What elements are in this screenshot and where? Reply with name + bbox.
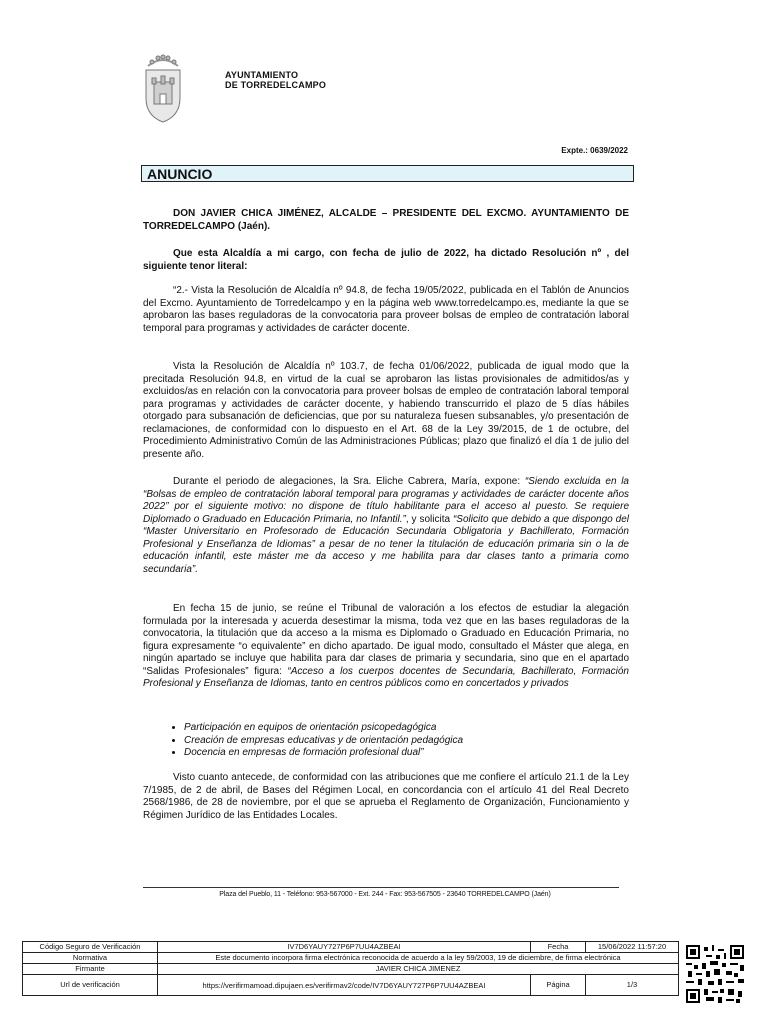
- footer-divider: [143, 887, 619, 888]
- paragraph-2: [143, 361, 629, 461]
- paragraph-4-quote: “Acceso a los cuerpos docentes de Secundaria, Bachillerato, Formación Profesional y Enseñanza de Idiomas, tanto en centros públicos como en concertados y privados: [143, 665, 629, 689]
- paragraph-4-text: [143, 603, 629, 691]
- table-row: [23, 964, 679, 975]
- firmante-label: Firmante: [23, 964, 158, 975]
- verification-url-link[interactable]: https://verifirmamoad.dipujaen.es/verifirmav2/code/IV7D6YAUY727P6P7UU4AZBEAI: [158, 975, 531, 996]
- paragraph-4: [143, 603, 629, 691]
- csv-label: Código Seguro de Verificación: [23, 942, 158, 953]
- intro-text: Que esta Alcaldía a mi cargo, con fecha de julio de 2022, ha dictado Resolución nº , del siguiente tenor literal:: [143, 248, 629, 272]
- organization-name-line2: DE TORREDELCAMPO: [225, 80, 327, 90]
- paragraph-1: [143, 285, 629, 335]
- paragraph-5: [143, 772, 629, 822]
- paragraph-2-text: Vista la Resolución de Alcaldía nº 103.7, de fecha 01/06/2022, publicada de igual modo que la precitada Resolución 94.8, en virtud de la cual se aprobaron las listas provisionales de admitidos/as y excluidos/as en relación con la convocatoria para proveer bolsas de empleo de contratación laboral temporal para programas y actividades de carácter docente, y habiendo transcurrido el plazo de 5 días hábiles otorgado para subsanación de deficiencias, que por su naturaleza fuesen subsanables, y/o presentación de reclamaciones, de conformidad con lo dispuesto en el Art. 68 de la Ley 39/2015, de 1 de octubre, del Procedimiento Administrativo Común de las Administraciones Públicas; plazo que finalizó el día 1 de julio del presente año.: [143, 361, 629, 460]
- table-row: [23, 953, 679, 964]
- list-item: • Creación de empresas educativas y de orientación pedagógica: [184, 735, 630, 748]
- paragraph-1-text: “2.- Vista la Resolución de Alcaldía nº 94.8, de fecha 19/05/2022, publicada en el Tablón de Anuncios del Excmo. Ayuntamiento de Torredelcampo y en la página web www.torredelcampo.es, mediante la que se aprobaron las bases reguladoras de la convocatoria para proveer bolsas de empleo de contratación laboral temporal para programas y actividades de carácter docente.: [143, 285, 629, 334]
- expediente-number: Expte.: 0639/2022: [561, 146, 628, 155]
- table-row: [23, 975, 679, 996]
- qr-code-icon: [686, 945, 744, 1003]
- footer-address: Plaza del Pueblo, 11 - Teléfono: 953-567000 - Ext. 244 - Fax: 953-567505 - 23640 TORREDELCAMPO (Jaén): [219, 891, 551, 898]
- title-bar: [141, 165, 634, 182]
- heading-text: DON JAVIER CHICA JIMÉNEZ, ALCALDE – PRESIDENTE DEL EXCMO. AYUNTAMIENTO DE TORREDELCAMPO (Jaén).: [143, 208, 629, 232]
- page-title: ANUNCIO: [147, 166, 213, 182]
- coat-of-arms-icon: [140, 52, 186, 124]
- list-item: • Docencia en empresas de formación profesional dual”: [184, 747, 630, 760]
- paragraph-3-text: [143, 476, 629, 576]
- table-row: [23, 942, 679, 953]
- firmante-value: JAVIER CHICA JIMENEZ: [158, 964, 679, 975]
- paragraph-5-text: Visto cuanto antecede, de conformidad con las atribuciones que me confiere el artículo 21.1 de la Ley 7/1985, de 2 de abril, de Bases del Régimen Local, en concordancia con el artículo 41 del Real Decreto 2568/1986, de 28 de noviembre, por el que se aprueba el Reglamento de Organización, Funcionamiento y Régimen Jurídico de las Entidades Locales.: [143, 772, 629, 821]
- csv-value: IV7D6YAUY727P6P7UU4AZBEAI: [158, 942, 531, 953]
- paragraph-3-quote-1: “Siendo excluida en la “Bolsas de empleo de contratación laboral temporal para programas y actividades de carácter docente años 2022” por el siguiente motivo: no dispone de título habilitante para el acceso al puesto. Se requiere Diplomado o Graduado en Educación Primaria, no Infantil.”: [143, 476, 629, 525]
- intro-paragraph: [143, 248, 629, 273]
- paragraph-4-lead: En fecha 15 de junio, se reúne el Tribunal de valoración a los efectos de estudiar la alegación formulada por la interesada y acuerda desestimar la misma, toda vez que en las bases reguladoras de la convocatoria, la titulación que da acceso a la misma es Diplomado o Graduado en Educación Primaria, no figura expresamente “o equivalente” en dicho apartado. De igual modo, consultado el Máster que alega, en ningún apartado se incluye que habilita para dar clases de primaria y secundaria, sino que en el apartado “Salidas Profesionales” figura:: [143, 603, 629, 677]
- fecha-value: 15/06/2022 11:57:20: [586, 942, 679, 953]
- url-label: Url de verificación: [23, 975, 158, 996]
- paragraph-3-lead: Durante el periodo de alegaciones, la Sra. Eliche Cabrera, María, expone:: [173, 476, 525, 487]
- paragraph-3-connector: , y solicita: [405, 513, 453, 525]
- heading-paragraph: [143, 208, 629, 233]
- normativa-value: Este documento incorpora firma electrónica reconocida de acuerdo a la ley 59/2003, 19 de diciembre, de firma electrónica: [158, 953, 679, 964]
- organization-name: AYUNTAMIENTO: [225, 70, 299, 80]
- fecha-label: Fecha: [531, 942, 586, 953]
- pagina-value: 1/3: [586, 975, 679, 996]
- pagina-label: Página: [531, 975, 586, 996]
- bullet-list: [160, 722, 630, 760]
- paragraph-3: [143, 476, 629, 576]
- normativa-label: Normativa: [23, 953, 158, 964]
- paragraph-3-quote-2: “Solicito que debido a que dispongo del “Master Universitario en Profesorado de Educación Secundaria Obligatoria y Bachillerato, Formación Profesional y Enseñanza de Idiomas” a pesar de no tener la titulación de educación primaria sin o la de educación infantil, este máster me da acceso y me habilita para dar clases tanto a primaria como secundaria”.: [143, 513, 629, 575]
- list-item: • Participación en equipos de orientación psicopedagógica: [184, 722, 630, 735]
- verification-table: [22, 941, 679, 996]
